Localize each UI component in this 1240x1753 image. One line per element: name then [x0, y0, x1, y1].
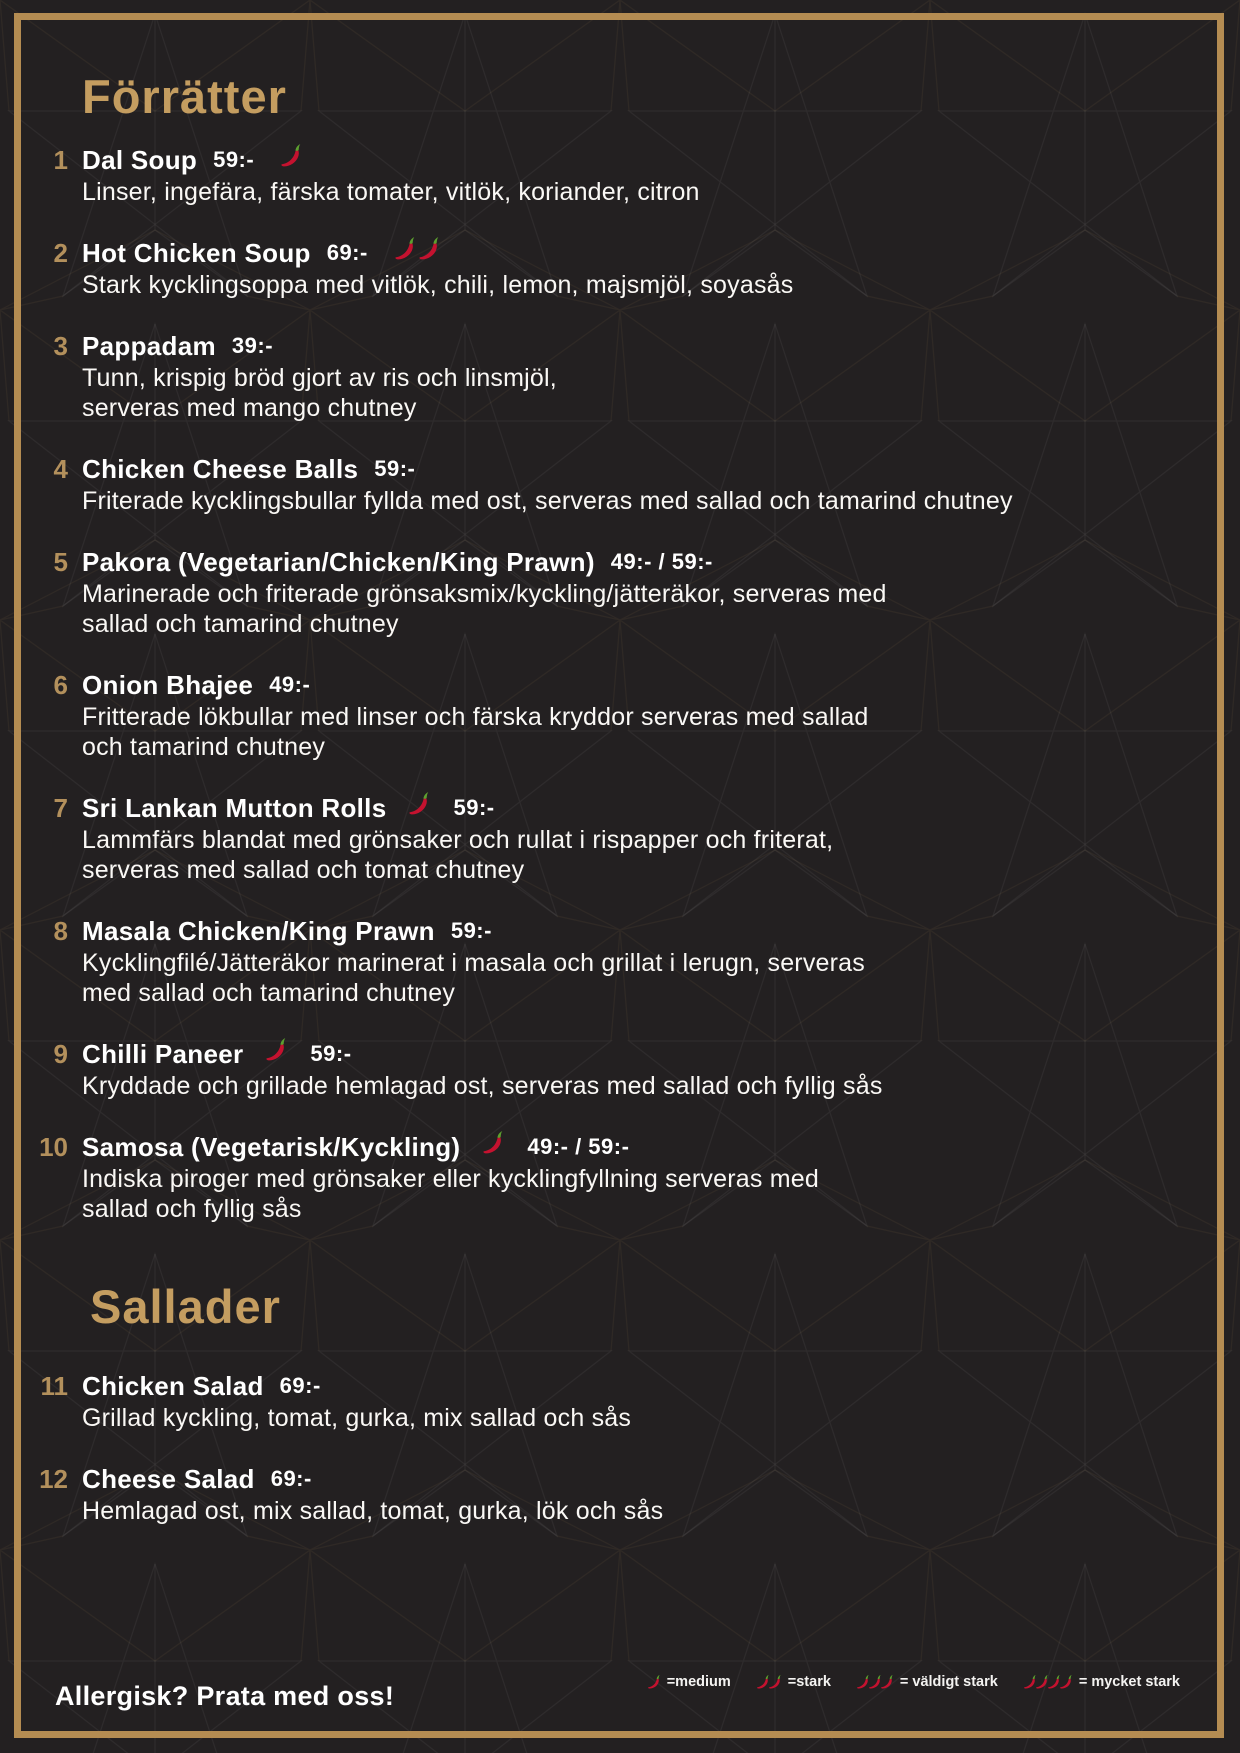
menu-item — [0, 237, 1240, 300]
chili-icons — [855, 1672, 898, 1691]
item-number: 4 — [53, 454, 68, 484]
spice-legend-entry — [1022, 1672, 1180, 1691]
item-price: 59:- — [453, 795, 495, 820]
item-name: Cheese Salad — [82, 1464, 255, 1494]
menu-item — [0, 1370, 1240, 1433]
item-description-line: Grillad kyckling, tomat, gurka, mix sallad och sås — [82, 1404, 632, 1432]
item-description — [82, 702, 1240, 762]
item-description-line: Kycklingfilé/Jätteräkor marinerat i masala och grillat i lerugn, serveras — [82, 949, 865, 977]
menu-item-header — [0, 792, 1240, 824]
item-description — [82, 1496, 1240, 1526]
menu-content — [0, 70, 1240, 1556]
item-description-line: Friterade kycklingsbullar fyllda med ost, serveras med sallad och tamarind chutney — [82, 487, 1013, 515]
menu-item — [0, 453, 1240, 516]
chili-icons — [755, 1672, 786, 1691]
item-name: Chilli Paneer — [82, 1039, 244, 1069]
item-number: 12 — [39, 1464, 68, 1494]
spice-level-legend — [646, 1672, 1180, 1691]
menu-item-header — [0, 330, 1240, 362]
menu-item — [0, 1131, 1240, 1224]
spice-legend-label: =medium — [666, 1674, 731, 1690]
menu-section — [0, 1280, 1240, 1526]
item-number: 9 — [53, 1039, 68, 1069]
item-description-line: och tamarind chutney — [82, 733, 326, 761]
item-description-line: Hemlagad ost, mix sallad, tomat, gurka, lök och sås — [82, 1497, 664, 1525]
item-name: Pakora (Vegetarian/Chicken/King Prawn) — [82, 547, 595, 577]
menu-item-header — [0, 453, 1240, 485]
section-title: Förrätter — [82, 70, 287, 123]
section-items — [0, 1370, 1240, 1526]
menu-item — [0, 144, 1240, 207]
item-name: Onion Bhajee — [82, 670, 254, 700]
item-name: Hot Chicken Soup — [82, 238, 311, 268]
chili-icons — [406, 793, 437, 824]
chili-pepper-icon — [416, 234, 447, 265]
menu-section — [0, 70, 1240, 1224]
item-name: Chicken Cheese Balls — [82, 454, 359, 484]
item-price: 59:- — [450, 918, 492, 943]
item-description-line: Kryddade och grillade hemlagad ost, serveras med sallad och fyllig sås — [82, 1072, 883, 1100]
chili-icons — [278, 145, 309, 176]
chili-icons — [646, 1672, 665, 1691]
item-name: Pappadam — [82, 331, 216, 361]
item-price: 39:- — [231, 333, 274, 358]
item-description-line: Linser, ingefära, färska tomater, vitlök, koriander, citron — [82, 178, 700, 206]
spice-legend-entry — [646, 1672, 731, 1691]
item-number: 7 — [53, 793, 68, 823]
allergy-note: Allergisk? Prata med oss! — [55, 1681, 395, 1711]
section-title: Sallader — [90, 1280, 281, 1333]
menu-item-header — [0, 144, 1240, 176]
item-price: 69:- — [326, 240, 368, 265]
menu-item-header — [0, 915, 1240, 947]
spice-legend-label: = mycket stark — [1078, 1674, 1180, 1690]
chili-icons — [392, 238, 447, 269]
item-description-line: Marinerade och friterade grönsaksmix/kyckling/jätteräkor, serveras med — [82, 580, 887, 608]
item-description — [82, 825, 1240, 885]
item-name: Samosa (Vegetarisk/Kyckling) — [82, 1132, 461, 1162]
item-description — [82, 1403, 1240, 1433]
item-number: 6 — [53, 670, 68, 700]
section-items — [0, 144, 1240, 1224]
chili-icons — [1022, 1672, 1077, 1691]
menu-item-header — [0, 546, 1240, 578]
chili-pepper-icon — [406, 789, 437, 820]
item-name: Chicken Salad — [82, 1371, 264, 1401]
item-name: Masala Chicken/King Prawn — [82, 916, 435, 946]
item-description — [82, 177, 1240, 207]
item-description — [82, 579, 1240, 639]
item-description-line: Stark kycklingsoppa med vitlök, chili, lemon, majsmjöl, soyasås — [82, 271, 794, 299]
menu-item-header — [0, 669, 1240, 701]
item-description-line: Tunn, krispig bröd gjort av ris och linsmjöl, — [82, 364, 557, 392]
item-name: Sri Lankan Mutton Rolls — [82, 793, 387, 823]
item-number: 1 — [53, 145, 68, 175]
item-price: 49:- / 59:- — [527, 1134, 630, 1159]
item-description — [82, 948, 1240, 1008]
spice-legend-label: = väldigt stark — [899, 1674, 998, 1690]
item-number: 2 — [53, 238, 68, 268]
item-description — [82, 363, 1240, 423]
item-price: 59:- — [374, 456, 416, 481]
menu-item — [0, 546, 1240, 639]
item-number: 10 — [39, 1132, 68, 1162]
item-price: 49:- — [269, 672, 311, 697]
item-description-line: med sallad och tamarind chutney — [82, 979, 456, 1007]
menu-item — [0, 1463, 1240, 1526]
chili-pepper-icon — [278, 141, 309, 172]
item-description-line: serveras med mango chutney — [82, 394, 417, 422]
item-price: 59:- — [213, 147, 255, 172]
item-description-line: Indiska piroger med grönsaker eller kycklingfyllning serveras med — [82, 1165, 819, 1193]
item-description-line: Lammfärs blandat med grönsaker och rullat i rispapper och friterat, — [82, 826, 834, 854]
menu-item — [0, 330, 1240, 423]
chili-pepper-icon — [879, 1673, 898, 1692]
menu-item-header — [0, 1131, 1240, 1163]
item-description-line: sallad och tamarind chutney — [82, 610, 399, 638]
menu-item-header — [0, 1038, 1240, 1070]
item-price: 69:- — [270, 1466, 312, 1491]
menu-item — [0, 915, 1240, 1008]
spice-legend-entry — [855, 1672, 998, 1691]
chili-pepper-icon — [263, 1035, 294, 1066]
chili-icons — [480, 1132, 511, 1163]
item-number: 3 — [53, 331, 68, 361]
item-description — [82, 1164, 1240, 1224]
chili-pepper-icon — [480, 1128, 511, 1159]
item-name: Dal Soup — [82, 145, 198, 175]
chili-pepper-icon — [1058, 1673, 1077, 1692]
menu-item — [0, 792, 1240, 885]
item-number: 5 — [53, 547, 68, 577]
menu-item-header — [0, 1370, 1240, 1402]
item-description-line: Fritterade lökbullar med linser och färska kryddor serveras med sallad — [82, 703, 869, 731]
spice-legend-entry — [755, 1672, 831, 1691]
menu-item — [0, 669, 1240, 762]
item-price: 59:- — [310, 1041, 352, 1066]
menu-item — [0, 1038, 1240, 1101]
menu-item-header — [0, 1463, 1240, 1495]
item-number: 11 — [40, 1371, 68, 1401]
item-number: 8 — [53, 916, 68, 946]
chili-icons — [263, 1039, 294, 1070]
spice-legend-label: =stark — [787, 1674, 831, 1690]
chili-pepper-icon — [767, 1673, 786, 1692]
chili-pepper-icon — [646, 1673, 665, 1692]
item-description — [82, 270, 1240, 300]
item-price: 49:- / 59:- — [610, 549, 713, 574]
item-description-line: sallad och fyllig sås — [82, 1195, 302, 1223]
item-description — [82, 486, 1240, 516]
item-price: 69:- — [279, 1373, 321, 1398]
item-description-line: serveras med sallad och tomat chutney — [82, 856, 525, 884]
menu-item-header — [0, 237, 1240, 269]
item-description — [82, 1071, 1240, 1101]
